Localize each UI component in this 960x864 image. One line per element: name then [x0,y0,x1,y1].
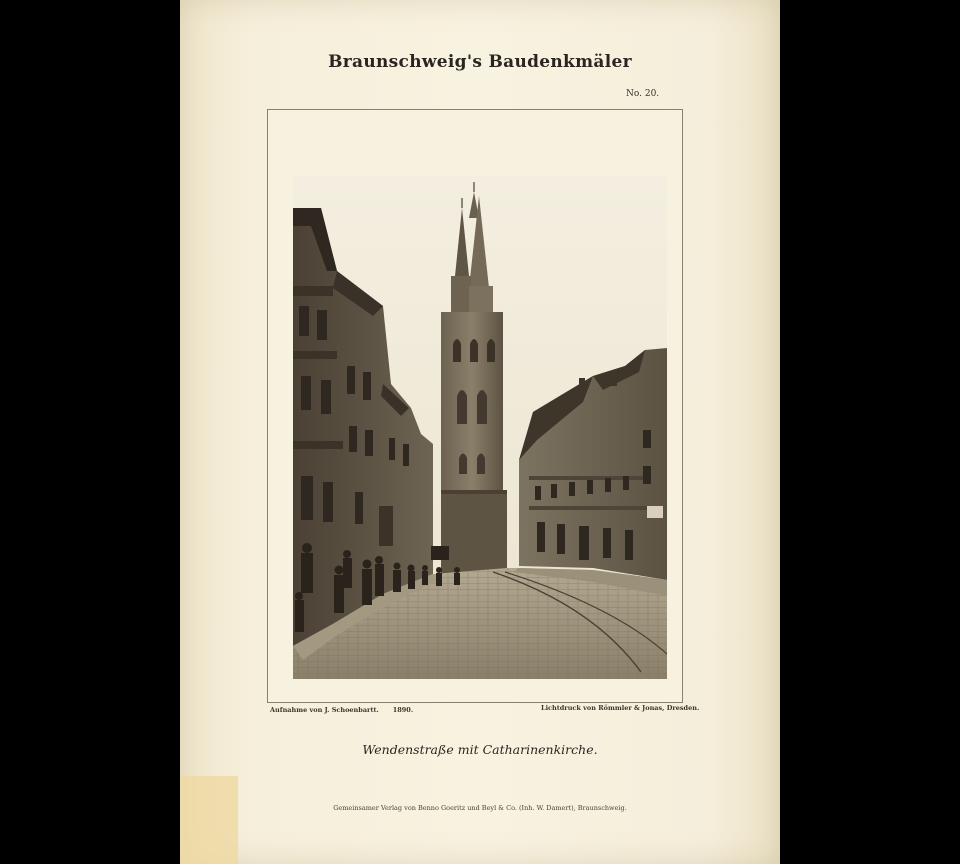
page-title: Braunschweig's Baudenkmäler [328,52,632,72]
photograph-icon [293,176,667,679]
photographer-credit [270,706,413,714]
street-photo [293,176,667,679]
paper-stain [180,776,238,864]
printer-credit: Lichtdruck von Römmler & Jonas, Dresden. [541,704,700,712]
photographer-name: Aufnahme von J. Schoenbartt. [270,706,379,714]
photo-caption: Wendenstraße mit Catharinenkirche. [362,742,598,757]
photo-year: 1890. [392,706,414,714]
publisher-line: Gemeinsamer Verlag von Benno Goeritz und Beyl & Co. (Inh. W. Damert), Braunschweig. [333,804,627,812]
plate-number: No. 20. [626,89,660,99]
